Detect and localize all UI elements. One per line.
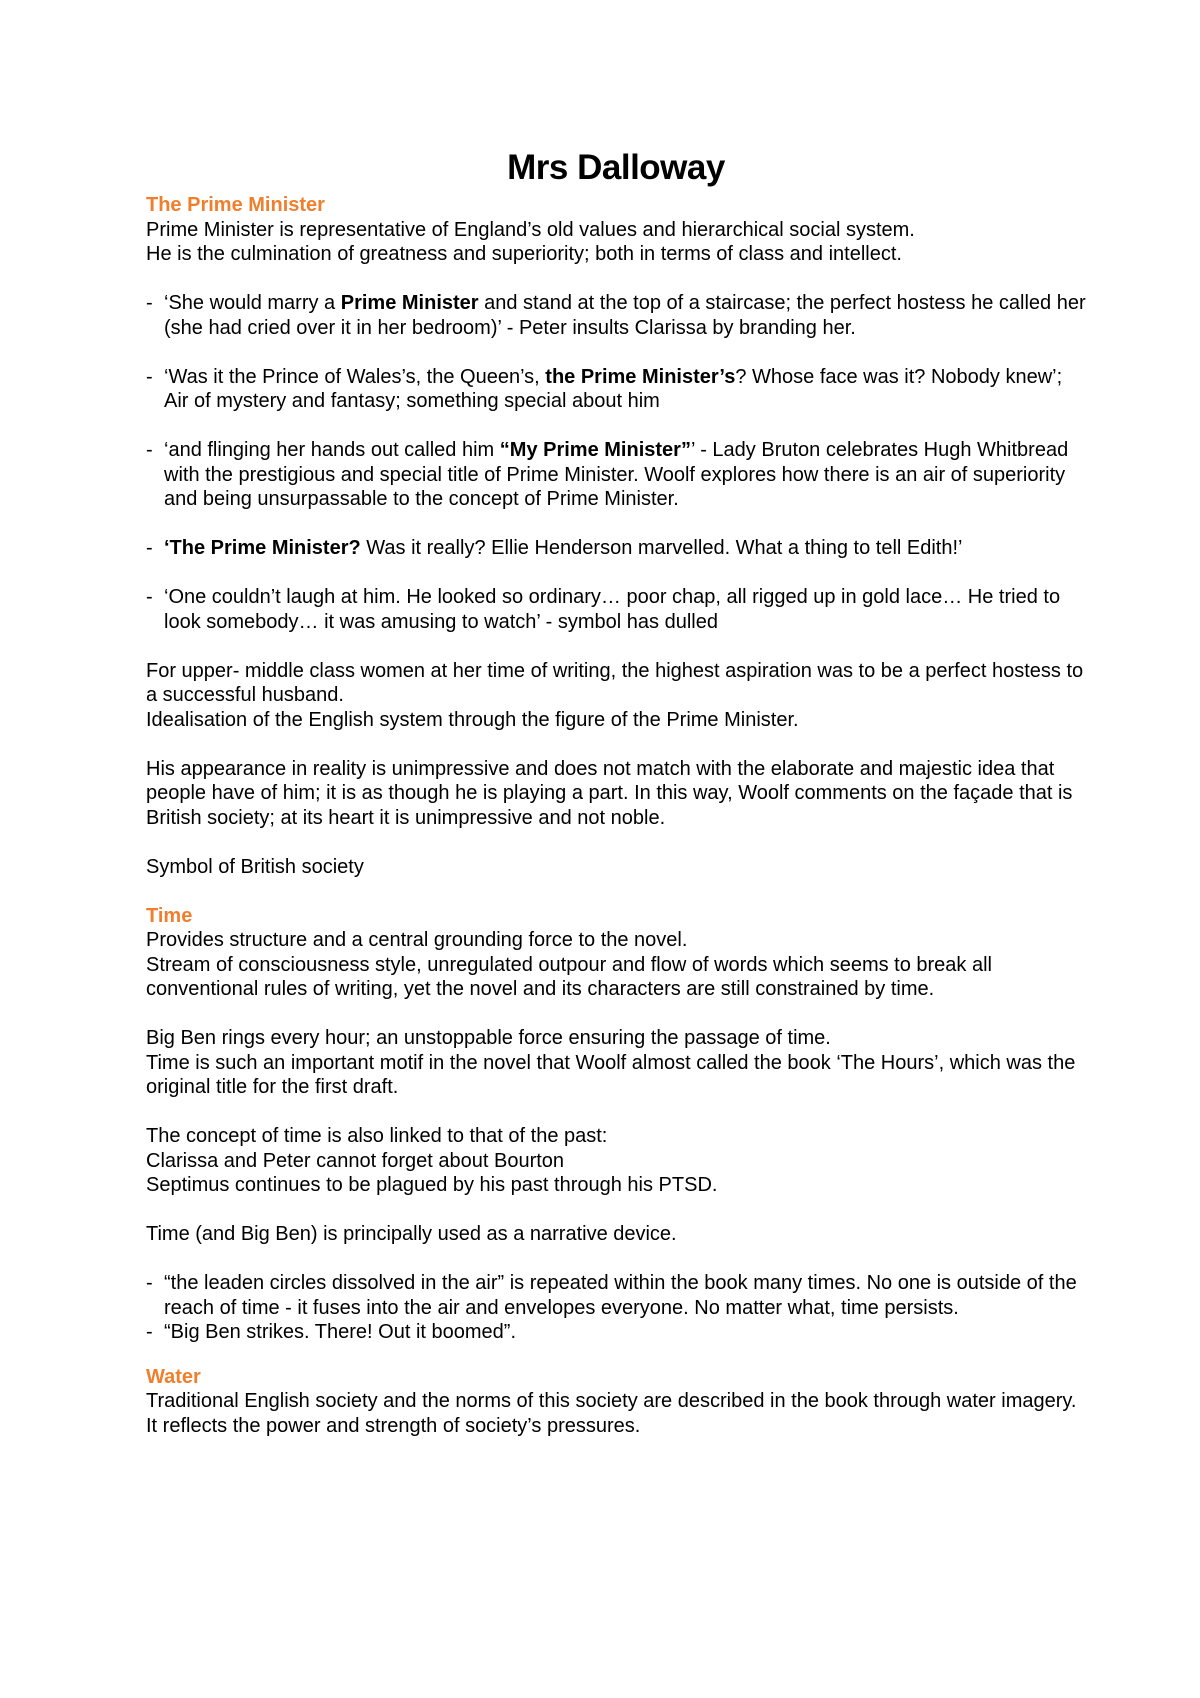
- bullet-dash: -: [146, 1272, 153, 1294]
- list-item-text: ‘One couldn’t laugh at him. He looked so ordinary… poor chap, all rigged up in gold lace… He tried to look somebody… it was amusing to watch’ - symbol has dulled: [164, 586, 1061, 633]
- text-line: Prime Minister is representative of England’s old values and hierarchical social system.: [146, 218, 915, 241]
- text-line: For upper- middle class women at her time of writing, the highest aspiration was to be a perfect hostess to a successful husband.: [146, 659, 1084, 706]
- document-title: Mrs Dalloway: [507, 148, 725, 187]
- list-item-text: [164, 291, 1086, 340]
- text-line: Idealisation of the English system through the figure of the Prime Minister.: [146, 708, 799, 731]
- paragraph: Time (and Big Ben) is principally used as a narrative device.: [146, 1223, 677, 1245]
- bold-text: “My Prime Minister”: [499, 439, 691, 461]
- paragraph: Symbol of British society: [146, 855, 364, 878]
- paragraph: [146, 1124, 1086, 1198]
- list-item: [146, 1320, 1086, 1345]
- list-item: [146, 536, 1086, 561]
- bold-text: Prime Minister: [340, 292, 479, 314]
- paragraph: [146, 928, 1086, 1002]
- paragraph: [146, 1026, 1086, 1100]
- text-line: He is the culmination of greatness and superiority; both in terms of class and intellect.: [146, 243, 902, 265]
- bold-text: ‘The Prime Minister?: [164, 537, 361, 559]
- list-item: [146, 438, 1086, 512]
- bold-text: the Prime Minister’s: [545, 365, 736, 388]
- text-line: Septimus continues to be plagued by his past through his PTSD.: [146, 1174, 718, 1196]
- list-item: [146, 365, 1086, 414]
- list-item-text: [164, 536, 1086, 561]
- text-line: The concept of time is also linked to that of the past:: [146, 1125, 608, 1147]
- text-run: and stand at the top of a staircase; the perfect hostess he called her (she had cried over it in her bedroom)’ - Peter insults Clarissa by branding her.: [164, 292, 1086, 339]
- list-item-text: “the leaden circles dissolved in the air” is repeated within the book many times. No one is outside of the reach of time - it fuses into the air and envelopes everyone. No matter what, time persists.: [164, 1272, 1077, 1319]
- text-run: ‘She would marry a: [164, 292, 341, 314]
- bullet-dash: -: [146, 365, 153, 388]
- list-item: [146, 1271, 1086, 1320]
- list-item: [146, 291, 1086, 340]
- list-item-text: [164, 438, 1086, 512]
- bullet-dash: -: [146, 537, 153, 559]
- bullet-dash: -: [146, 439, 153, 461]
- list-item-text: [164, 365, 1086, 414]
- document-page: [146, 148, 1086, 1438]
- bullet-dash: -: [146, 1321, 153, 1343]
- text-run: ‘Was it the Prince of Wales’s, the Queen’s,: [164, 365, 546, 388]
- paragraph: His appearance in reality is unimpressive and does not match with the elaborate and majestic idea that people have of him; it is as though he is playing a part. In this way, Woolf comments on the façade that is British society; at its heart it is unimpressive and not noble.: [146, 757, 1073, 829]
- paragraph: [146, 218, 1086, 267]
- list-item: [146, 585, 1086, 634]
- text-run: ? Whose face was it? Nobody knew’; Air of mystery and fantasy; something special about him: [164, 365, 1063, 412]
- paragraph: [146, 659, 1086, 733]
- list-item-text: “Big Ben strikes. There! Out it boomed”.: [164, 1321, 517, 1343]
- text-line: Time is such an important motif in the novel that Woolf almost called the book ‘The Hours’, which was the original title for the first draft.: [146, 1051, 1076, 1098]
- text-run: ’ - Lady Bruton celebrates Hugh Whitbread with the prestigious and special title of Prime Minister. Woolf explores how there is an air of superiority and being unsurpassable to the concept of Prime Minister.: [164, 439, 1069, 510]
- section-heading-time: Time: [146, 904, 193, 927]
- section-heading-water: Water: [146, 1365, 201, 1388]
- section-heading-prime-minister: The Prime Minister: [146, 194, 325, 216]
- text-run: Was it really? Ellie Henderson marvelled. What a thing to tell Edith!’: [360, 537, 963, 559]
- bullet-dash: -: [146, 586, 153, 608]
- paragraph: Traditional English society and the norms of this society are described in the book through water imagery. It reflects the power and strength of society’s pressures.: [146, 1390, 1077, 1437]
- text-run: ‘and flinging her hands out called him: [164, 439, 500, 461]
- bullet-dash: -: [146, 292, 153, 314]
- text-line: Provides structure and a central grounding force to the novel.: [146, 929, 688, 951]
- text-line: Stream of consciousness style, unregulated outpour and flow of words which seems to break all conventional rules of writing, yet the novel and its characters are still constrained by time.: [146, 953, 992, 1000]
- text-line: Clarissa and Peter cannot forget about Bourton: [146, 1149, 565, 1172]
- text-line: Big Ben rings every hour; an unstoppable force ensuring the passage of time.: [146, 1027, 831, 1049]
